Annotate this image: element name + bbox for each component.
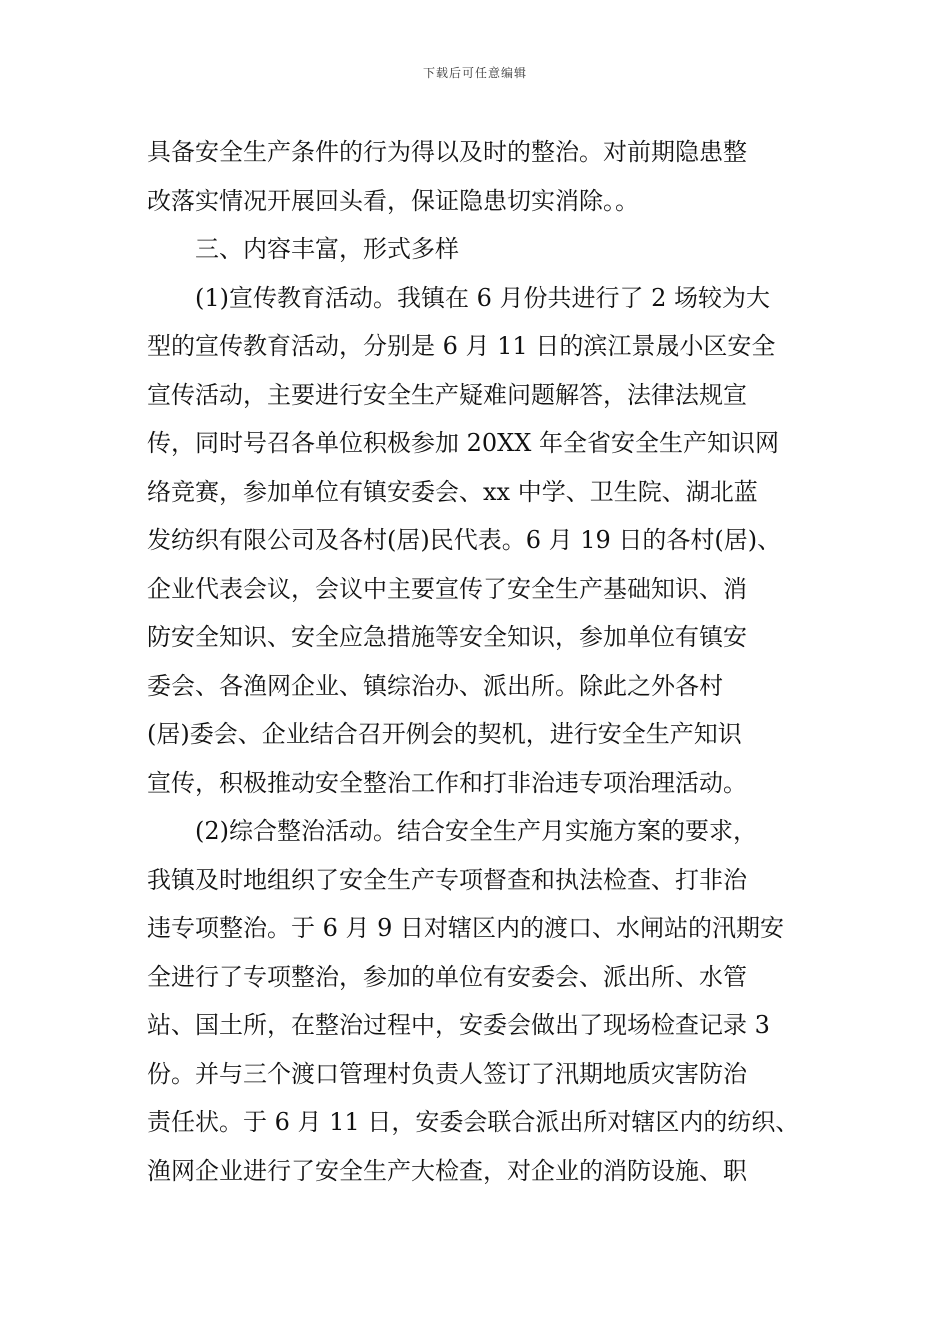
text-line: 站、国土所，在整治过程中，安委会做出了现场检查记录 3: [147, 1011, 770, 1039]
text-line: (居)委会、企业结合召开例会的契机，进行安全生产知识: [147, 720, 742, 748]
text-line: 违专项整治。于 6 月 9 日对辖区内的渡口、水闸站的汛期安: [147, 914, 785, 942]
text-line: 发纺织有限公司及各村(居)民代表。6 月 19 日的各村(居)、: [147, 526, 782, 554]
text-line: 份。并与三个渡口管理村负责人签订了汛期地质灾害防治: [147, 1059, 747, 1088]
text-line: 宣传，积极推动安全整治工作和打非治违专项治理活动。: [147, 768, 747, 797]
text-line: 宣传活动，主要进行安全生产疑难问题解答，法律法规宣: [147, 380, 747, 409]
text-line: 全进行了专项整治，参加的单位有安委会、派出所、水管: [147, 962, 747, 991]
text-line: 责任状。于 6 月 11 日，安委会联合派出所对辖区内的纺织、: [147, 1108, 800, 1136]
text-line: 型的宣传教育活动，分别是 6 月 11 日的滨江景晟小区安全: [147, 332, 776, 360]
paragraph-start: (2)综合整治活动。结合安全生产月实施方案的要求，: [195, 817, 757, 845]
text-line: 渔网企业进行了安全生产大检查，对企业的消防设施、职: [147, 1156, 747, 1185]
paragraph-start: (1)宣传教育活动。我镇在 6 月份共进行了 2 场较为大: [195, 283, 771, 312]
text-line: 企业代表会议，会议中主要宣传了安全生产基础知识、消: [147, 574, 747, 603]
document-body: [147, 128, 827, 1195]
page-header: 下载后可任意编辑: [422, 66, 527, 80]
section-heading: 三、内容丰富，形式多样: [195, 235, 459, 263]
text-line: 委会、各渔网企业、镇综治办、派出所。除此之外各村: [147, 671, 723, 700]
text-line: 我镇及时地组织了安全生产专项督查和执法检查、打非治: [147, 865, 747, 894]
text-line: 络竞赛，参加单位有镇安委会、xx 中学、卫生院、湖北蓝: [147, 477, 758, 506]
text-line: 防安全知识、安全应急措施等安全知识，参加单位有镇安: [147, 623, 747, 651]
text-line: 具备安全生产条件的行为得以及时的整治。对前期隐患整: [147, 138, 747, 166]
text-line: 传，同时号召各单位积极参加 20XX 年全省安全生产知识网: [147, 429, 779, 457]
text-line: 改落实情况开展回头看，保证隐患切实消除。。: [147, 186, 639, 215]
